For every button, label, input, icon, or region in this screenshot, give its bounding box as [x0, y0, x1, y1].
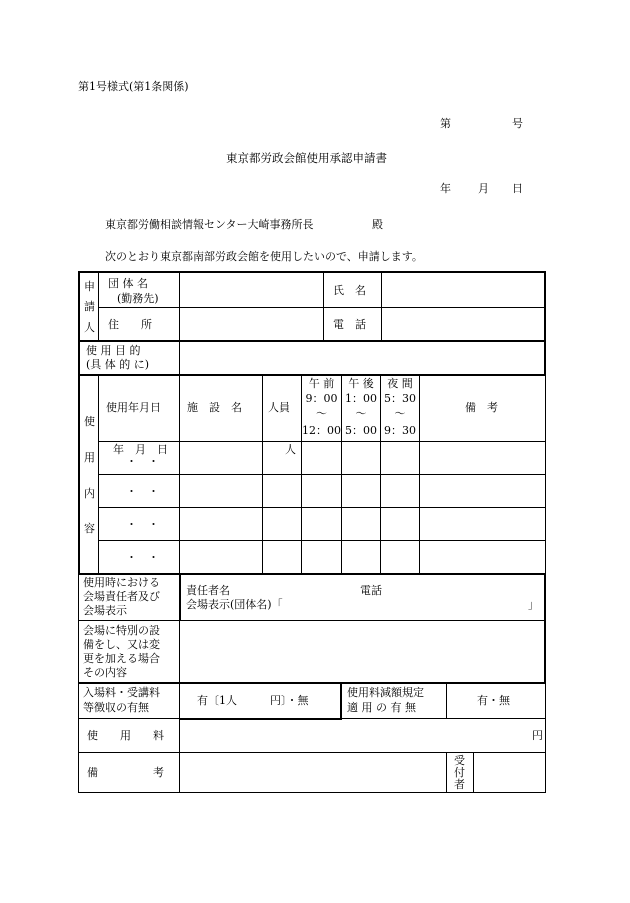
applicant-side-label-2: 請 [84, 300, 95, 313]
number-prefix: 第 [440, 117, 451, 130]
date-day: 日 [512, 182, 523, 195]
usage-row-date-dots: ・ ・ [126, 455, 159, 468]
intro-text: 次のとおり東京都南部労政会館を使用したいので、申請します。 [105, 250, 423, 263]
purpose-label-1: 使 用 目 的 [86, 344, 141, 357]
purpose-label-2: (具 体 的 に) [86, 358, 150, 371]
responsible-phone-label: 電話 [360, 584, 382, 597]
fees-option: 有〔1人 円〕・無 [197, 694, 309, 707]
page-title: 東京都労政会館使用承認申請書 [226, 151, 387, 165]
reduction-label-2: 適 用 の 有 無 [347, 701, 416, 714]
usage-side-label-1: 使 [84, 415, 95, 428]
honorific: 殿 [372, 218, 383, 231]
group-name-label: 団 体 名 [108, 277, 148, 290]
special-label-1: 会場に特別の設 [83, 624, 160, 637]
date-year: 年 [440, 182, 451, 195]
recipient: 東京都労働相談情報センター大崎事務所長 [105, 218, 314, 231]
responsible-label-2: 会場責任者及び [83, 590, 160, 603]
usage-row-date-label: 年 月 日 [113, 443, 168, 456]
people-header: 人員 [268, 401, 290, 414]
responsible-label-3: 会場表示 [83, 604, 127, 617]
usage-fee-unit: 円 [532, 729, 543, 742]
form-number: 第1号様式(第1条関係) [78, 80, 189, 93]
people-unit: 人 [285, 443, 296, 456]
applicant-side-label-3: 人 [84, 321, 95, 334]
name-label: 氏 名 [333, 284, 366, 297]
usage-side-label-2: 用 [84, 451, 95, 464]
usage-fee-label: 使 用 料 [87, 729, 164, 742]
date-month: 月 [478, 182, 489, 195]
venue-display-close: 」 [528, 598, 539, 611]
usage-row-date-dots: ・ ・ [126, 518, 159, 531]
facility-header: 施 設 名 [187, 401, 242, 414]
fees-label-1: 入場料・受講料 [83, 686, 160, 699]
phone-label: 電 話 [333, 318, 366, 331]
responsible-label-1: 使用時における [83, 576, 160, 589]
remarks-label: 備 考 [87, 766, 164, 779]
special-label-4: その内容 [83, 666, 127, 679]
special-label-3: 更を加える場合 [83, 652, 160, 665]
receiver-label-1: 受 [454, 754, 465, 767]
responsible-person-label: 責任者名 [186, 584, 230, 597]
receiver-label-2: 付 [454, 766, 465, 779]
usage-row-date-dots: ・ ・ [126, 485, 159, 498]
usage-side-label-4: 容 [84, 522, 95, 535]
reduction-label-1: 使用料減額規定 [347, 686, 424, 699]
reduction-option: 有・無 [477, 694, 510, 707]
usage-side-label-3: 内 [84, 487, 95, 500]
usage-date-header: 使用年月日 [106, 401, 161, 414]
usage-row-date-dots: ・ ・ [126, 551, 159, 564]
remarks-header: 備 考 [465, 401, 498, 414]
number-suffix: 号 [512, 117, 523, 130]
venue-display-label: 会場表示(団体名)「 [186, 598, 283, 611]
employer-label: (勤務先) [117, 292, 159, 305]
special-label-2: 備をし、又は変 [83, 638, 160, 651]
applicant-side-label-1: 申 [84, 280, 95, 293]
receiver-label-3: 者 [454, 778, 465, 791]
address-label: 住 所 [108, 318, 152, 331]
fees-label-2: 等徴収の有無 [83, 701, 149, 714]
